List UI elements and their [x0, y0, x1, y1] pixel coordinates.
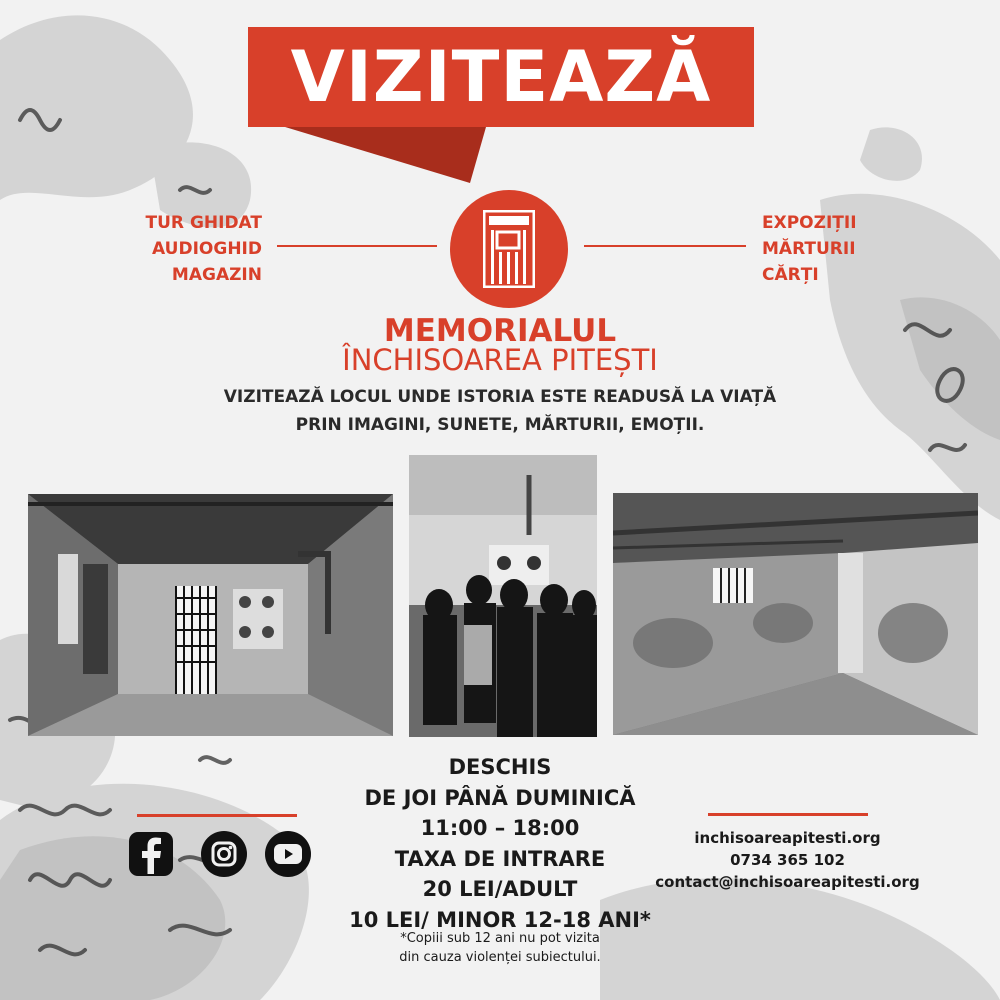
memorial-logo	[450, 190, 568, 308]
note-line: din cauza violenței subiectului.	[399, 950, 601, 965]
schedule-line: 20 LEI/ADULT	[422, 877, 578, 901]
email-link[interactable]: contact@inchisoareapitesti.org	[655, 873, 920, 891]
tagline	[0, 383, 1000, 439]
connector-right	[584, 245, 746, 247]
header-banner	[248, 27, 754, 127]
youtube-icon[interactable]	[264, 830, 312, 878]
opening-schedule	[300, 752, 700, 935]
phone-number[interactable]: 0734 365 102	[730, 851, 845, 869]
connector-left	[277, 245, 437, 247]
service-item: MAGAZIN	[171, 265, 262, 285]
service-item: MĂRTURII	[762, 239, 856, 259]
service-item: EXPOZIȚII	[762, 213, 857, 233]
age-note	[300, 929, 700, 967]
schedule-line: DE JOI PÂNĂ DUMINICĂ	[364, 785, 636, 810]
services-right	[762, 210, 857, 288]
photo-corridor	[28, 494, 393, 736]
schedule-line: 10 LEI/ MINOR 12-18 ANI*	[349, 907, 651, 932]
photo-visitors	[409, 455, 597, 737]
tagline-line: PRIN IMAGINI, SUNETE, MĂRTURII, EMOȚII.	[295, 415, 705, 435]
service-item: AUDIOGHID	[152, 239, 262, 259]
facebook-icon[interactable]	[127, 830, 175, 878]
website-link[interactable]: inchisoareapitesti.org	[694, 829, 881, 847]
note-line: *Copiii sub 12 ani nu pot vizita	[400, 931, 600, 946]
schedule-line: TAXA DE INTRARE	[394, 846, 606, 871]
service-item: CĂRȚI	[762, 265, 819, 285]
page-title: VIZITEAZĂ	[290, 36, 712, 118]
memorial-subtitle: ÎNCHISOAREA PITEȘTI	[342, 343, 658, 377]
social-divider	[137, 814, 297, 817]
contact-divider	[708, 813, 868, 816]
tagline-line: VIZITEAZĂ LOCUL UNDE ISTORIA ESTE READUSĂ LA VIAȚĂ	[223, 387, 777, 407]
service-item: TUR GHIDAT	[145, 213, 262, 233]
contact-info	[645, 827, 930, 893]
instagram-icon[interactable]	[200, 830, 248, 878]
schedule-line: DESCHIS	[448, 755, 552, 779]
prison-bars-icon	[483, 210, 535, 288]
memorial-title: MEMORIALUL	[383, 313, 617, 349]
photo-cellar	[613, 493, 978, 735]
schedule-line: 11:00 – 18:00	[420, 816, 580, 840]
services-left	[146, 210, 262, 288]
